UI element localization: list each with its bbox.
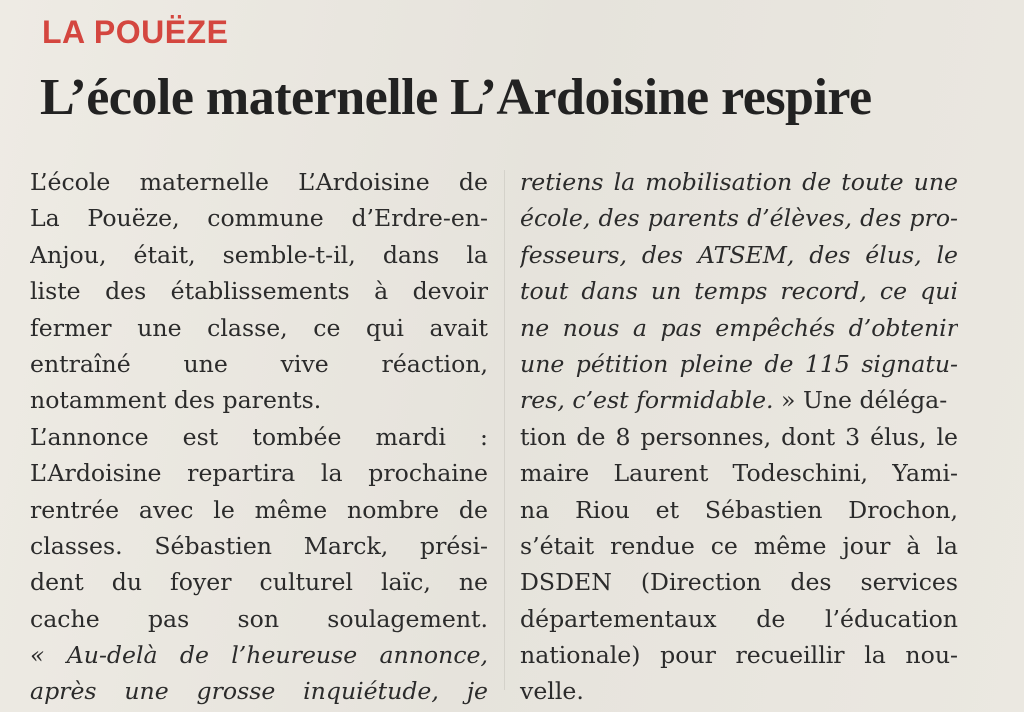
quote-line: après une grosse inquiétude, je [30,677,488,706]
article-column-1 [30,164,488,710]
text-line: notamment des parents. [30,386,322,415]
text-line: cache pas son soulagement. [30,604,488,633]
text-line: s’était rendue ce même jour à la [520,531,958,560]
text-line: na Riou et Sébastien Drochon, [520,495,958,524]
text-line [520,382,958,418]
quote-line: ne nous a pas empêchés d’obtenir [520,313,958,342]
text-line: maire Laurent Todeschini, Yami- [520,459,958,488]
quote-line: tout dans un temps record, ce qui [520,277,958,306]
text-line: départementaux de l’éducation [520,604,958,633]
quote-line: école, des parents d’élèves, des pro- [520,204,958,233]
text-line: La Pouëze, commune d’Erdre-en- [30,204,488,233]
text-line: entraîné une vive réaction, [30,349,488,378]
text-line: nationale) pour recueillir la nou- [520,641,958,670]
text-line: L’Ardoisine repartira la prochaine [30,459,488,488]
text-line: dent du foyer culturel laïc, ne [30,568,488,597]
quote-line: retiens la mobilisation de toute une [520,168,958,196]
text-line: DSDEN (Direction des services [520,568,958,597]
section-kicker: LA POUËZE [42,14,229,50]
text-line: fermer une classe, ce qui avait [30,313,488,342]
column-divider [504,170,505,690]
quote-end: res, c’est formidable. [520,386,774,415]
text-line: Anjou, était, semble-t-il, dans la [30,240,488,269]
quote-line: une pétition pleine de 115 signatu- [520,349,958,378]
text-continuation: » Une déléga- [773,386,948,415]
article-column-2 [520,164,958,710]
text-line: L’annonce est tombée mardi : [30,422,488,451]
quote-line: fesseurs, des ATSEM, des élus, le [520,240,958,269]
text-line: classes. Sébastien Marck, prési- [30,531,488,560]
text-line: liste des établissements à devoir [30,277,488,306]
quote-line: « Au-delà de l’heureuse annonce, [30,641,488,670]
text-line: L’école maternelle L’Ardoisine de [30,168,488,196]
text-line: velle. [520,677,584,706]
article-headline: L’école maternelle L’Ardoisine respire [40,69,872,126]
text-line: tion de 8 personnes, dont 3 élus, le [520,422,958,451]
text-line: rentrée avec le même nombre de [30,495,488,524]
